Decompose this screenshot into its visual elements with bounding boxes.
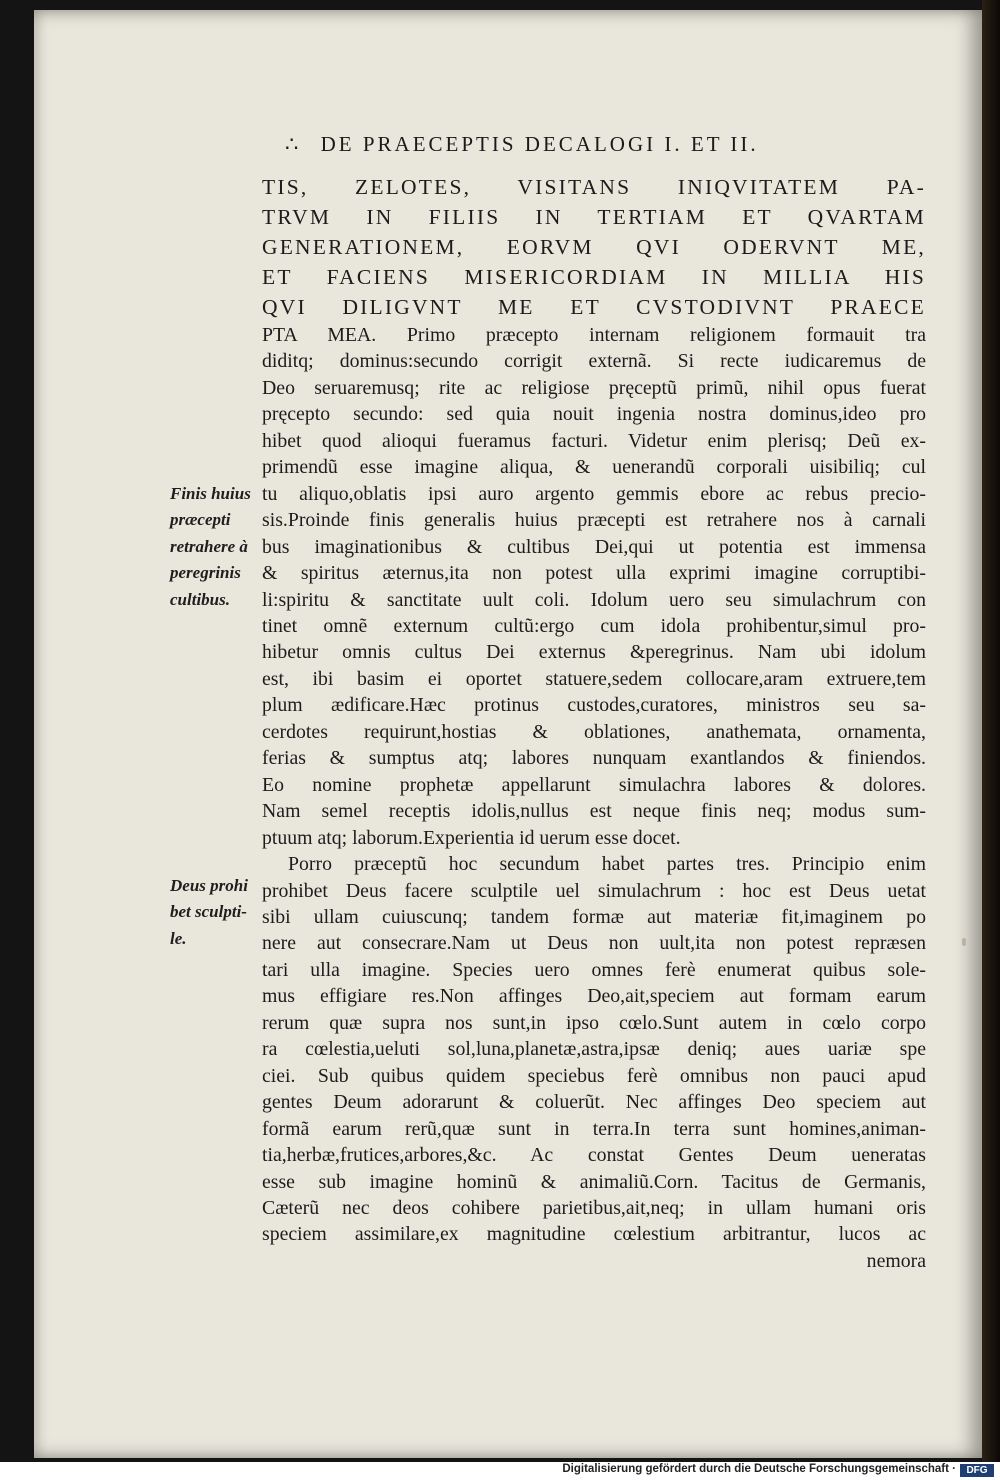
funding-credit: Digitalisierung gefördert durch die Deutsche Forschungsgemeinschaft · [562, 1463, 956, 1475]
margin-note-line: le. [170, 928, 187, 948]
text-line: speciem assimilare,ex magnitudine cœlestium arbitrantur, lucos ac [262, 1223, 926, 1246]
text-line: hibet quod alioqui fueramus facturi. Videtur enim plerisq; Deũ ex- [262, 429, 926, 452]
text-line: li:spiritu & sanctitate uult coli. Idolum uero seu simulachrum con [262, 588, 926, 611]
scripture-line: TRVM IN FILIIS IN TERTIAM ET QVARTAM [262, 205, 926, 229]
text-line: gentes Deum adorarunt & coluerũt. Nec affinges Deo speciem aut [262, 1091, 926, 1114]
text-line: & spiritus æternus,ita non potest ulla exprimi imagine corruptibi- [262, 562, 926, 585]
scripture-line: ET FACIENS MISERICORDIAM IN MILLIA HIS [262, 265, 926, 289]
book-spine-edge [982, 0, 1000, 1464]
text-line: pręcepto secundo: sed quia nouit ingenia nostra dominus,ideo pro [262, 403, 926, 426]
text-line: PTA MEA. Primo præcepto internam religionem formauit tra [262, 324, 926, 346]
text-line: hibetur omnis cultus Dei externus &peregrinus. Nam ubi idolum [262, 641, 926, 664]
text-line: Porro præceptũ hoc secundum habet partes tres. Principio enim [288, 853, 926, 876]
text-line: plum ædificare.Hæc protinus custodes,curatores, ministros seu sa- [262, 694, 926, 717]
text-line: primendũ esse imagine aliqua, & uenerandũ corporali uisibiliq; cul [262, 456, 926, 479]
text-line: cerdotes requirunt,hostias & oblationes, anathemata, ornamenta, [262, 720, 926, 743]
text-line: diditq; dominus:secundo corrigit externã. Si recte iudicaremus de [262, 350, 926, 373]
dfg-logo: DFG [960, 1464, 994, 1477]
running-title: DE PRAECEPTIS DECALOGI I. ET II. [320, 132, 759, 156]
text-line: ferias & sumptus atq; labores nunquam exantlandos & finiendos. [262, 747, 926, 770]
margin-note-line: præcepti [170, 510, 231, 530]
text-line: sibi ullam cuiuscunq; tandem formæ aut materiæ fit,imaginem po [262, 905, 926, 928]
text-line: esse sub imagine hominũ & animaliũ.Corn. Tacitus de Germanis, [262, 1170, 926, 1193]
paper-blemish [962, 938, 966, 946]
text-line: tu aliquo,oblatis ipsi auro argento gemmis ebore ac rebus precio- [262, 482, 926, 505]
text-line: mus effigiare res.Non affinges Deo,ait,speciem aut formam earum [262, 985, 926, 1008]
margin-note-line: peregrinis [170, 563, 241, 583]
text-line: Cæterũ nec deos cohibere parietibus,ait,neq; in ullam humani oris [262, 1196, 926, 1219]
text-line: ciei. Sub quibus quidem speciebus ferè omnibus non pauci apud [262, 1064, 926, 1087]
header-ornament: ∴ [285, 132, 299, 156]
text-line: Nam semel receptis idolis,nullus est neque finis neq; modus sum- [262, 800, 926, 823]
scripture-line: TIS, ZELOTES, VISITANS INIQVITATEM PA- [262, 175, 926, 199]
text-line: tinet omnẽ externum cultũ:ergo cum idola prohibentur,simul pro- [262, 614, 926, 637]
text-line: Eo nomine prophetæ appellarunt simulachra labores & dolores. [262, 773, 926, 796]
margin-note-line: bet sculpti- [170, 902, 247, 922]
scripture-line: QVI DILIGVNT ME ET CVSTODIVNT PRAECE [262, 295, 926, 319]
margin-note-line: Deus prohi [170, 876, 248, 895]
margin-note-line: Finis huius [170, 484, 251, 503]
catchword: nemora [866, 1249, 926, 1272]
text-line: sis.Proinde finis generalis huius præcepti est retrahere nos à carnali [262, 509, 926, 532]
text-line: rerum quæ supra nos sunt,in ipso cœlo.Sunt autem in cœlo corpo [262, 1011, 926, 1034]
running-header [285, 132, 865, 157]
text-line: bus imaginationibus & cultibus Dei,qui ut potentia est immensa [262, 535, 926, 558]
main-text-block [262, 322, 926, 1274]
margin-note-finis [170, 481, 265, 613]
text-line: tia,herbæ,frutices,arbores,&c. Ac constat Gentes Deum ueneratas [262, 1144, 926, 1167]
margin-note-line: cultibus. [170, 589, 230, 609]
margin-note-deus [170, 873, 265, 952]
text-line: ra cœlestia,ueluti sol,luna,planetæ,astra,ipsæ deniq; aues uariæ spe [262, 1038, 926, 1061]
text-line: nere aut consecrare.Nam ut Deus non uult,ita non potest repræsen [262, 932, 926, 955]
margin-note-line: retrahere à [170, 536, 248, 556]
scripture-quotation [262, 172, 926, 322]
text-line: prohibet Deus facere sculptile uel simulachrum : hoc est Deus uetat [262, 879, 926, 902]
text-line: tari ulla imagine. Species uero omnes ferè enumerat quibus sole- [262, 958, 926, 981]
text-line: formã earum rerũ,quæ sunt in terra.In terra sunt homines,animan- [262, 1117, 926, 1140]
text-line: est, ibi basim ei oportet statuere,sedem collocare,aram extruere,tem [262, 667, 926, 690]
digitization-footer [0, 1462, 1000, 1480]
text-line: Deo seruaremusq; rite ac religiose pręceptũ primũ, nihil opus fuerat [262, 376, 926, 399]
scripture-line: GENERATIONEM, EORVM QVI ODERVNT ME, [262, 235, 926, 259]
text-line: ptuum atq; laborum.Experientia id uerum esse docet. [262, 826, 681, 849]
